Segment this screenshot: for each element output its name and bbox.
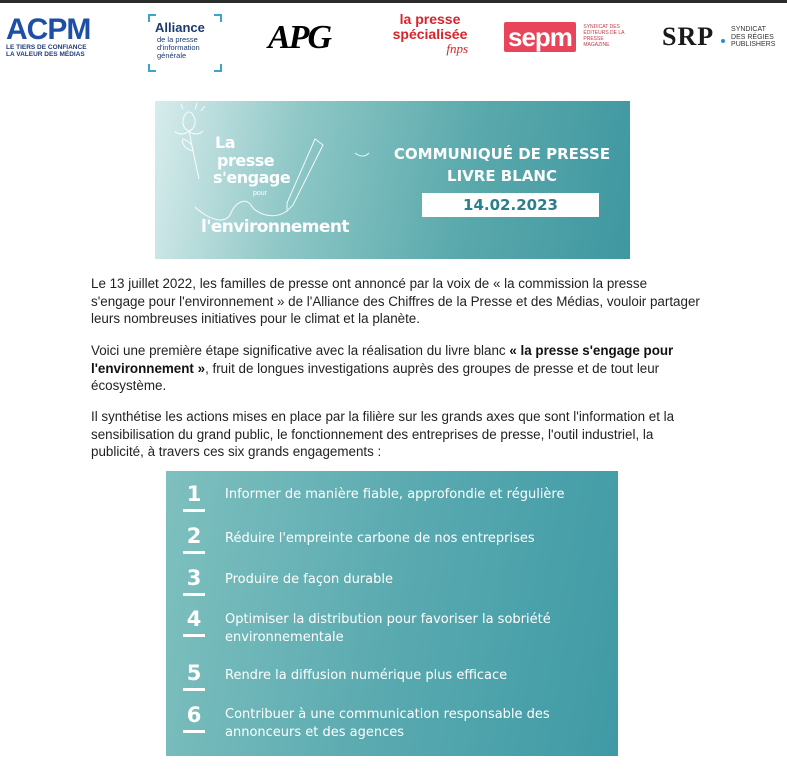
number-underline	[183, 593, 205, 596]
paragraph-livre-blanc: Voici une première étape significative avec la réalisation du livre blanc « la presse s'engage pour l'environnement », fruit de longues investigations auprès des groupes de presse et de tout leur écosystème.	[91, 343, 674, 393]
engagement-number: 1	[186, 482, 202, 506]
press-release-banner	[155, 101, 630, 259]
livre-blanc-title: « la presse s'engage pour l'environnement »	[91, 343, 674, 376]
number-underline	[183, 688, 205, 691]
paragraph-intro: Le 13 juillet 2022, les familles de presse ont annoncé par la voix de « la commission la presse s'engage pour l'environnement » de l'Alliance des Chiffres de la Presse et des Médias, vouloir partager leurs nombreuses initiatives pour le climat et la planète.	[91, 276, 700, 326]
banner-title-environnement: l'environnement	[201, 217, 349, 237]
srp-logo: SRP SYNDICAT DES RÉGIES PUBLISHERS	[662, 22, 776, 51]
acpm-logo: ACPM LE TIERS DE CONFIANCE LA VALEUR DES MÉDIAS	[6, 13, 91, 58]
banner-date: 14.02.2023	[422, 193, 599, 217]
engagement-number: 5	[186, 661, 202, 685]
engagement-text: Rendre la diffusion numérique plus efficace	[225, 668, 508, 683]
sepm-logo: sepm SYNDICAT DES ÉDITEURS DE LA PRESSE MAGAZINE	[504, 22, 625, 52]
banner-title-presse: presse	[217, 151, 275, 170]
top-border	[0, 0, 787, 3]
number-underline	[183, 509, 205, 512]
engagement-text: Contribuer à une communication responsable des annonceurs et des agences	[225, 707, 550, 740]
banner-title-sengage: s'engage	[213, 168, 291, 187]
engagement-text: Optimiser la distribution pour favoriser la sobriété environnementale	[225, 612, 551, 645]
engagement-text: Réduire l'empreinte carbone de nos entreprises	[225, 531, 535, 546]
engagement-number: 6	[186, 703, 202, 727]
srp-dot-icon	[721, 39, 725, 43]
banner-title-pour: pour	[253, 190, 268, 197]
banner-heading-livre-blanc: LIVRE BLANC	[447, 167, 557, 185]
paragraph-synthese: Il synthétise les actions mises en place par la filière sur les grands axes que sont l'information et la sensibilisation du grand public, le fonctionnement des entreprises de presse, l'outil industriel, la publicité, à travers ces six grands engagements :	[91, 409, 675, 459]
partner-logos	[0, 8, 787, 72]
banner-title-la: La	[215, 133, 235, 152]
engagement-number: 4	[186, 607, 202, 631]
engagement-number: 2	[186, 524, 202, 548]
number-underline	[183, 551, 205, 554]
engagement-text: Produire de façon durable	[225, 572, 393, 587]
number-underline	[183, 634, 205, 637]
fnps-logo: la presse spécialisée fnps	[392, 11, 468, 56]
banner-heading-communique: COMMUNIQUÉ DE PRESSE	[393, 145, 611, 163]
alliance-logo: Alliance de la presse d'information générale	[148, 14, 222, 72]
number-underline	[183, 730, 205, 733]
engagement-text: Informer de manière fiable, approfondie et régulière	[225, 487, 565, 502]
engagements-box	[166, 471, 618, 756]
engagement-number: 3	[186, 566, 202, 590]
apg-logo: APG	[268, 19, 330, 56]
